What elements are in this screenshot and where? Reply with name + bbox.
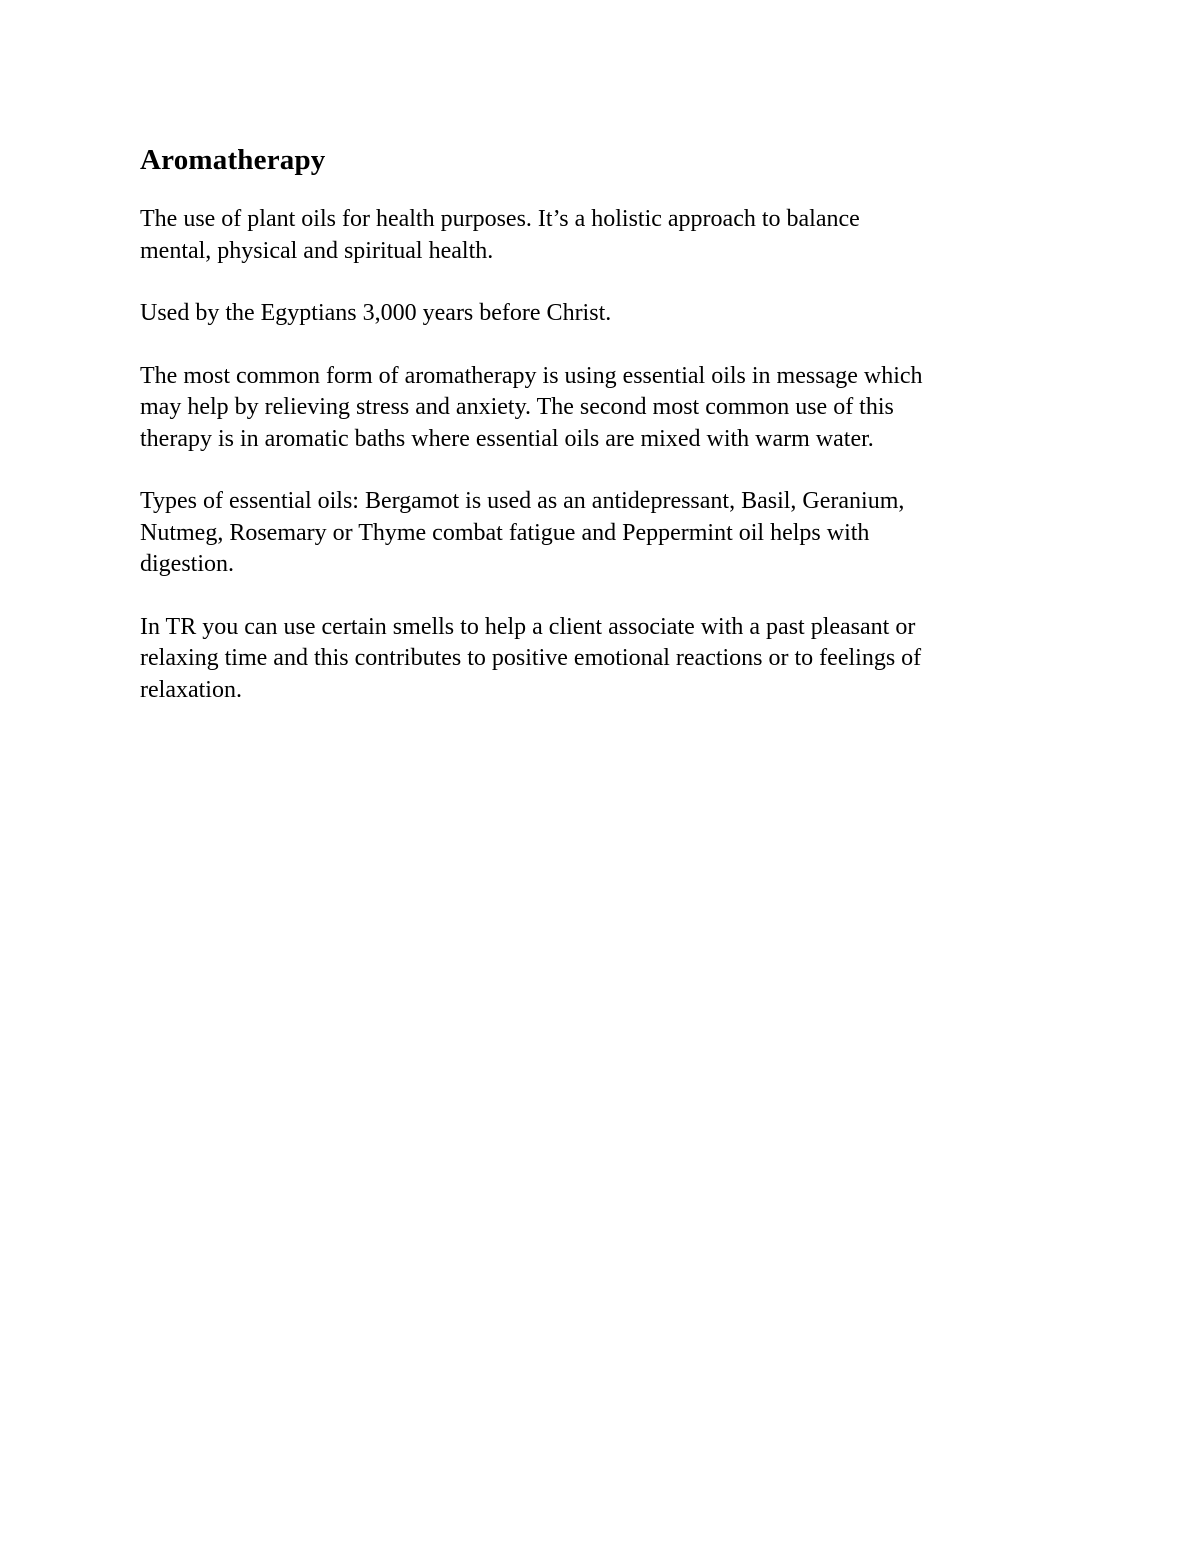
paragraph-line: therapy is in aromatic baths where essential oils are mixed with warm water. [140,425,874,452]
paragraph-line: relaxing time and this contributes to positive emotional reactions or to feelings of [140,645,922,671]
paragraph-oil-types [140,486,1060,581]
paragraph-line: relaxation. [140,676,242,703]
paragraph-line: mental, physical and spiritual health. [140,237,494,264]
paragraph-line: Types of essential oils: Bergamot is used as an antidepressant, Basil, Geranium, [140,488,905,514]
paragraph-line: Used by the Egyptians 3,000 years before Christ. [140,300,612,326]
paragraph-line: In TR you can use certain smells to help a client associate with a past pleasant or [140,613,916,640]
paragraph-line: The most common form of aromatherapy is using essential oils in message which [140,362,923,389]
paragraph-history [140,298,1060,330]
paragraph-line: may help by relieving stress and anxiety. The second most common use of this [140,394,894,420]
paragraph-definition [140,204,1060,267]
paragraph-tr-use [140,612,1060,707]
paragraph-line: Nutmeg, Rosemary or Thyme combat fatigue and Peppermint oil helps with [140,519,870,546]
paragraph-line: The use of plant oils for health purposes. It’s a holistic approach to balance [140,206,860,232]
paragraph-common-forms [140,361,1060,456]
paragraph-line: digestion. [140,551,234,577]
document-body [140,138,1060,737]
document-title: Aromatherapy [140,144,326,176]
